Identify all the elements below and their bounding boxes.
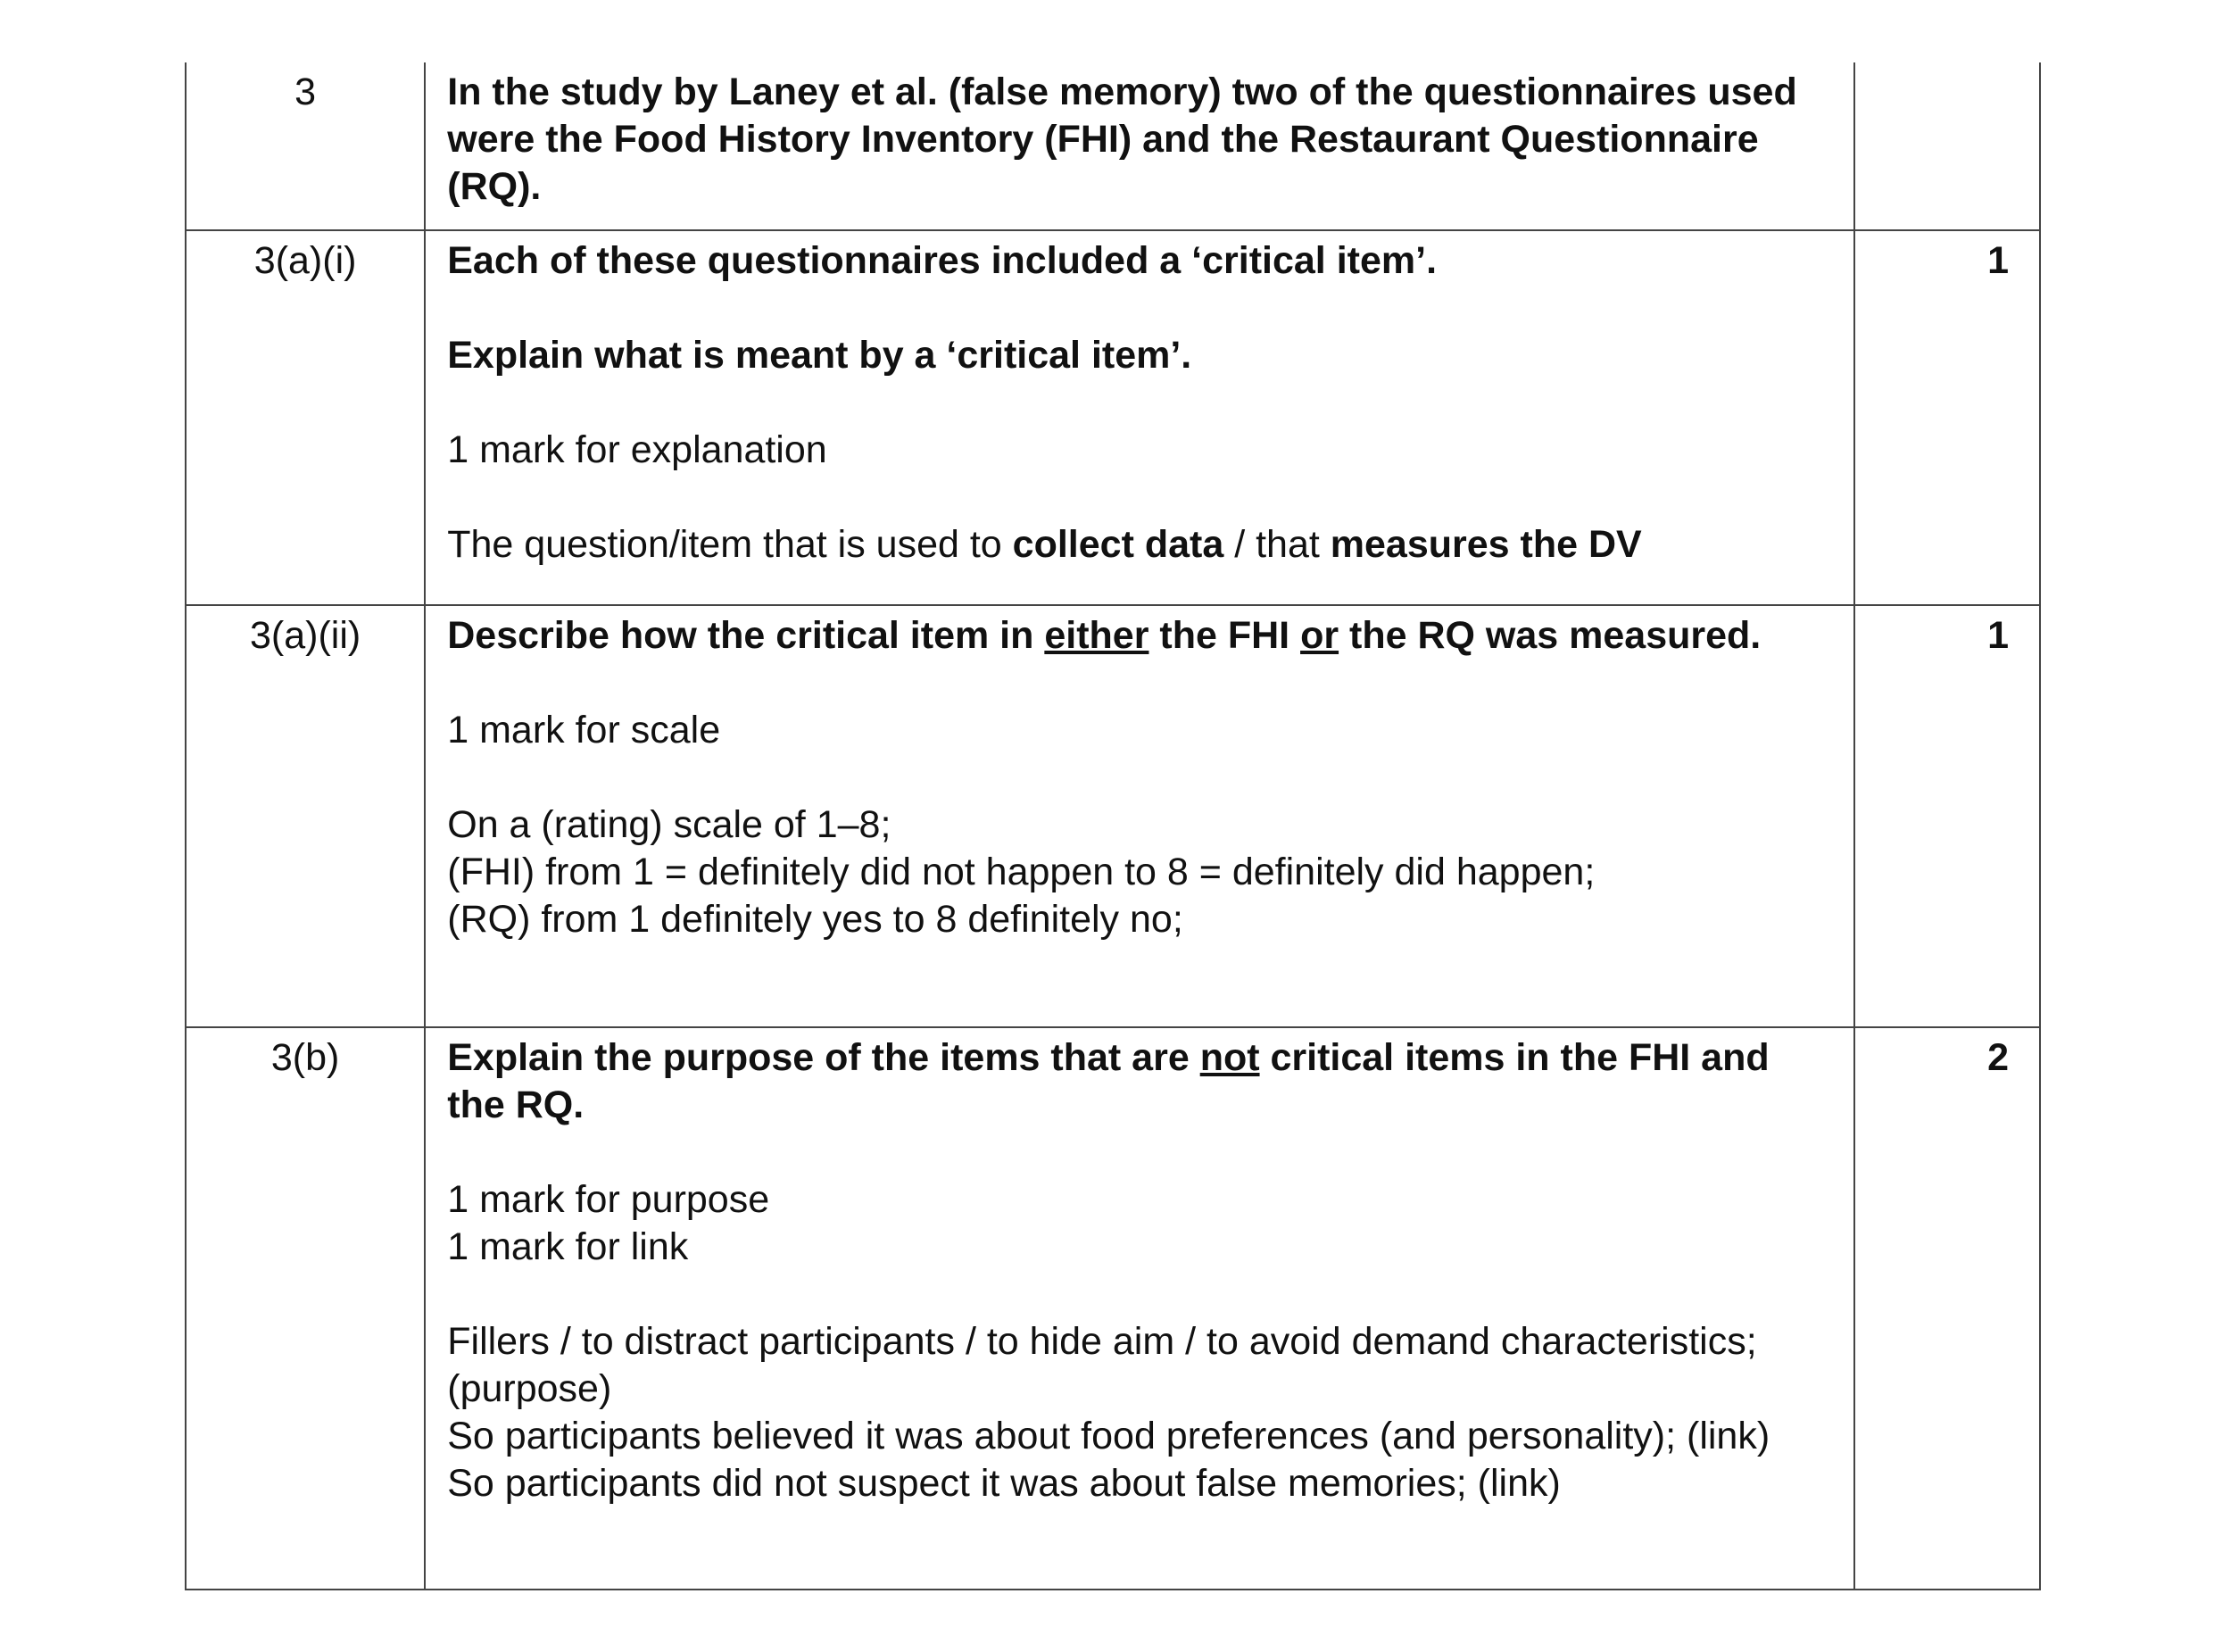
question-number: 3 [186,62,425,230]
answer-cell [425,62,1854,230]
answer-cell [425,230,1854,605]
answer-cell [425,1027,1854,1590]
table-row [186,230,2040,605]
answer-line: (FHI) from 1 = definitely did not happen to 8 = definitely did happen; [447,851,1596,893]
table-row [186,62,2040,230]
question-text: Explain what is meant by a ‘critical item’. [447,334,1192,377]
answer-line: (RQ) from 1 definitely yes to 8 definitely no; [447,898,1183,941]
question-number: 3(a)(i) [186,230,425,605]
marks-cell: 1 [1854,605,2040,1027]
marks-cell [1854,62,2040,230]
question-text: Each of these questionnaires included a ‘critical item’. [447,239,1438,282]
table-row [186,1027,2040,1590]
mark-guidance: 1 mark for link [447,1225,689,1268]
mark-guidance: 1 mark for purpose [447,1178,770,1221]
answer-line: Fillers / to distract participants / to hide aim / to avoid demand characteristics; (purpose) [447,1320,1757,1410]
answer-cell [425,605,1854,1027]
marks-cell: 1 [1854,230,2040,605]
question-number: 3(b) [186,1027,425,1590]
answer-text: The question/item that is used to collect data / that measures the DV [447,523,1642,566]
table-row [186,605,2040,1027]
question-text: Describe how the critical item in either the FHI or the RQ was measured. [447,614,1762,657]
marks-cell: 2 [1854,1027,2040,1590]
mark-scheme-table [185,62,2041,1590]
mark-guidance: 1 mark for scale [447,709,721,751]
answer-line: So participants did not suspect it was about false memories; (link) [447,1462,1561,1505]
question-text: Explain the purpose of the items that are not critical items in the FHI and the RQ. [447,1036,1770,1126]
answer-line: On a (rating) scale of 1–8; [447,803,891,846]
question-number: 3(a)(ii) [186,605,425,1027]
mark-guidance: 1 mark for explanation [447,428,827,471]
answer-line: So participants believed it was about food preferences (and personality); (link) [447,1415,1770,1457]
question-text: In the study by Laney et al. (false memory) two of the questionnaires used were the Food History Inventory (FHI) and the Restaurant Questionnaire (RQ). [447,71,1797,208]
